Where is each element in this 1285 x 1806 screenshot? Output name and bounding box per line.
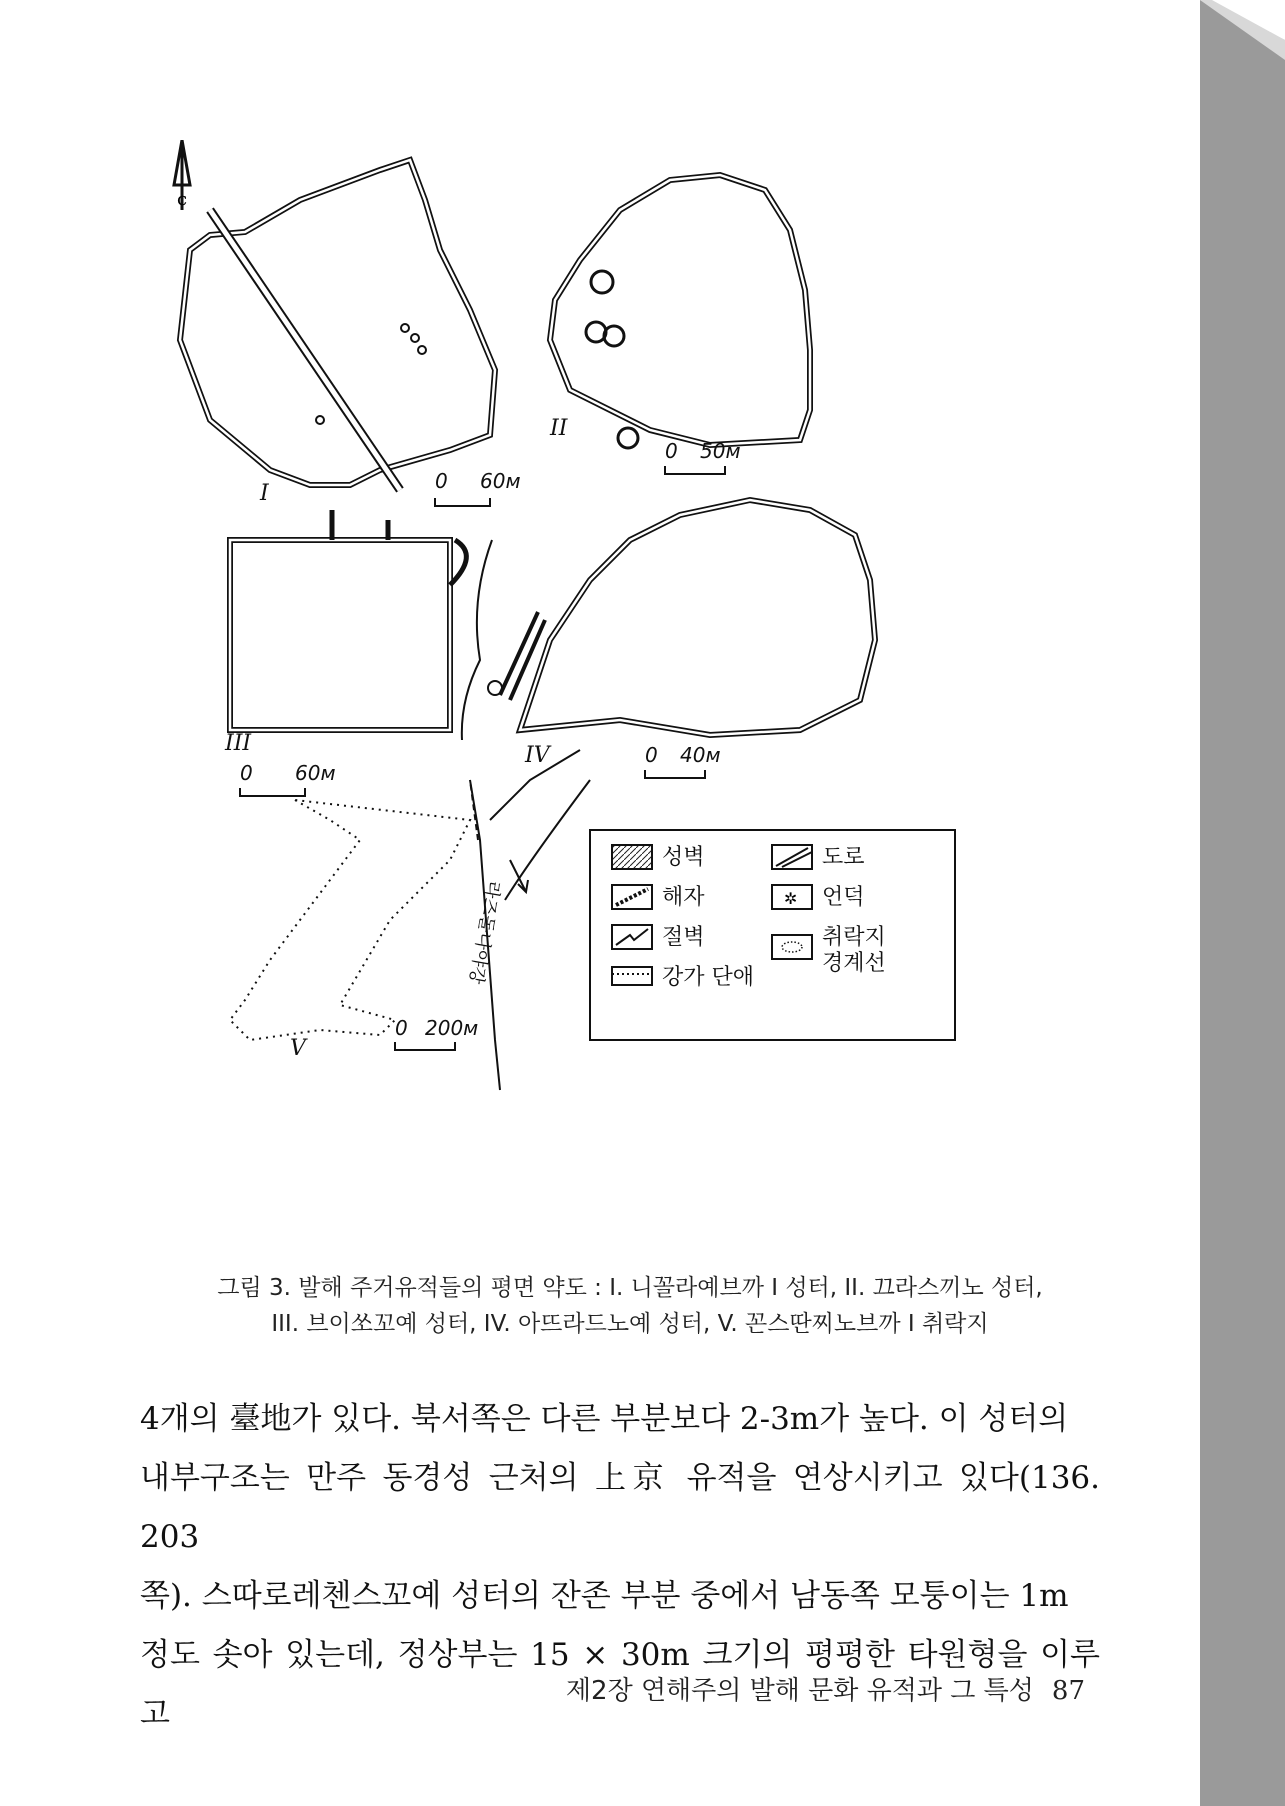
scale-IV: 40м [680, 743, 721, 767]
svg-text:✲: ✲ [784, 889, 798, 908]
scale-zero-IV: 0 [645, 743, 658, 767]
body-line-2: 내부구조는 만주 동경성 근처의 上京 유적을 연상시키고 있다(136. 203 [140, 1460, 1100, 1555]
site-plan-I [180, 160, 521, 506]
body-line-4: 정도 솟아 있는데, 정상부는 15 × 30m 크기의 평평한 타원형을 이루고 [140, 1637, 1100, 1732]
scale-zero-I: 0 [435, 469, 448, 493]
legend-box [590, 830, 955, 1040]
legend-item-boundary: 경계선 [822, 951, 886, 976]
legend-item-moat: 해자 [662, 885, 705, 910]
body-line-3: 쪽). 스따로레첸스꼬예 성터의 잔존 부분 중에서 남동쪽 모퉁이는 1m [140, 1578, 1069, 1614]
site-label-II: II [550, 416, 568, 441]
legend-item-hill: 언덕 [822, 885, 865, 910]
site-plans-drawing [150, 140, 1110, 1260]
legend-item-settlement: 취락지 [822, 925, 886, 950]
scale-III: 60м [295, 761, 336, 785]
north-arrow-icon [174, 140, 190, 210]
body-line-1: 4개의 臺地가 있다. 북서쪽은 다른 부분보다 2-3m가 높다. 이 성터의 [140, 1401, 1069, 1437]
svg-text:c: c [177, 189, 188, 210]
legend-item-riverbank: 강가 단애 [662, 965, 755, 990]
site-label-V: V [290, 1036, 306, 1061]
chapter-title: 제2장 연해주의 발해 문화 유적과 그 특성 [565, 1676, 1034, 1706]
site-label-IV: IV [525, 743, 550, 768]
scale-zero-II: 0 [665, 439, 678, 463]
site-plan-II [549, 175, 810, 474]
scale-I: 60м [480, 469, 521, 493]
scale-zero-III: 0 [240, 761, 253, 785]
site-label-I: I [260, 481, 269, 506]
legend-item-wall: 성벽 [662, 845, 705, 870]
site-plan-IV [488, 500, 875, 778]
site-label-III: III [225, 731, 252, 756]
caption-line-1: 그림 3. 발해 주거유적들의 평면 약도 : I. 니꼴라예브까 I 성터, II. 끄라스끼노 성터, [217, 1275, 1043, 1301]
legend-item-cliff: 절벽 [662, 925, 705, 950]
scale-zero-V: 0 [395, 1016, 408, 1040]
river-label: 라즈돌나야강 [464, 879, 504, 986]
site-plan-figure [150, 140, 1110, 1260]
figure-caption [150, 1270, 1110, 1342]
legend-item-road: 도로 [822, 845, 865, 870]
site-plan-V [230, 750, 590, 1090]
book-edge-shading [1200, 0, 1285, 1806]
caption-line-2: III. 브이쏘꼬예 성터, IV. 아뜨라드노예 성터, V. 꼰스딴찌노브까 I 취락지 [271, 1311, 989, 1337]
site-plan-III [224, 510, 492, 796]
wall-swatch-icon [612, 845, 652, 869]
page-number: 87 [1051, 1676, 1085, 1706]
page-footer [540, 1670, 1085, 1707]
scale-II: 50м [700, 439, 741, 463]
scale-V: 200м [425, 1016, 479, 1040]
